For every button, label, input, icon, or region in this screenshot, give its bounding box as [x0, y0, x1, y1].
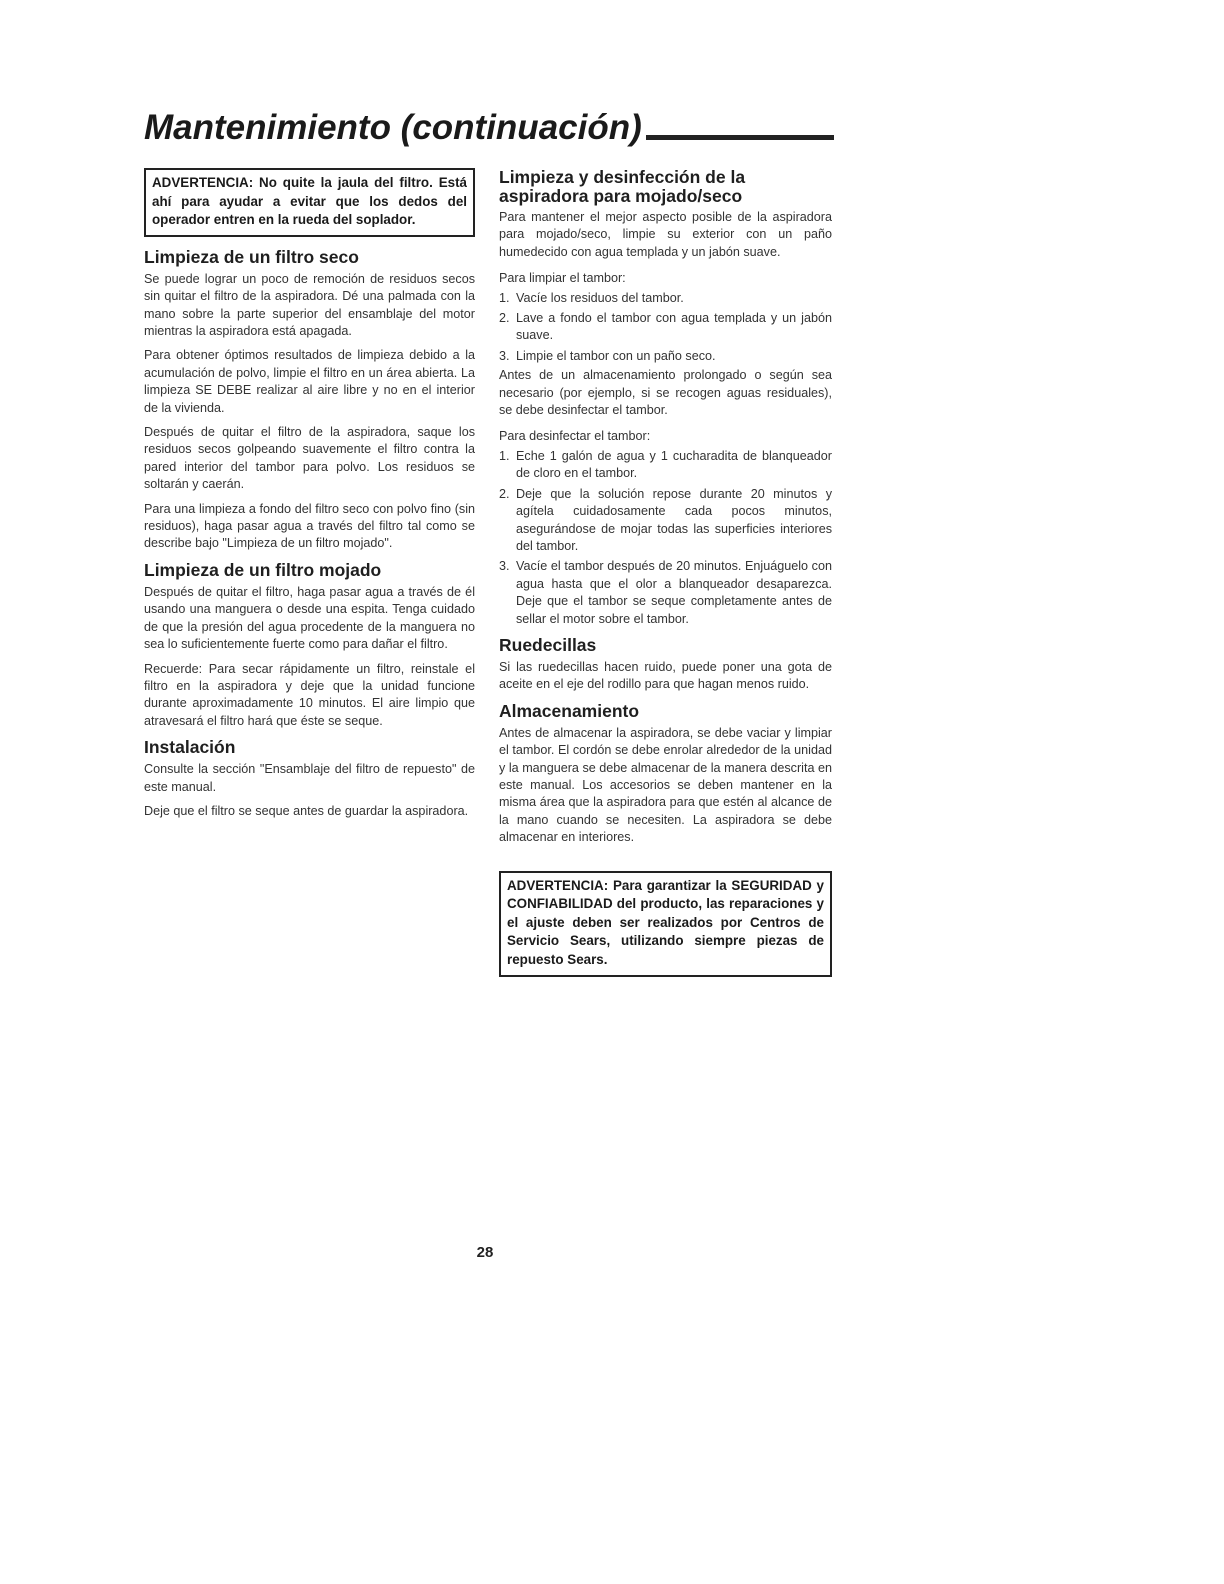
paragraph: Después de quitar el filtro de la aspiradora, saque los residuos secos golpeando suavemente el filtro contra la pared interior del tambor para polvo. Los residuos se soltarán y caerán. [144, 425, 475, 492]
title-rule [646, 135, 834, 140]
paragraph: Para una limpieza a fondo del filtro seco con polvo fino (sin residuos), haga pasar agua a través del filtro tal como se describe bajo "Limpieza de un filtro mojado". [144, 501, 475, 551]
paragraph: Antes de almacenar la aspiradora, se debe vaciar y limpiar el tambor. El cordón se debe enrolar alrededor de la unidad y la manguera se debe almacenar de la manera descrita en este manual. Los accesorios se deben mantener en la misma área que la aspiradora para que estén al alcance de la mano cuando se necesiten. La aspiradora se debe almacenar en interiores. [499, 725, 832, 845]
right-column [499, 168, 832, 977]
list-item: 1. Vacíe los residuos del tambor. [499, 290, 684, 305]
heading-casters: Ruedecillas [499, 634, 597, 655]
disinfect-steps-list [499, 448, 832, 628]
warning-box-safety: ADVERTENCIA: Para garantizar la SEGURIDAD y CONFIABILIDAD del producto, las reparaciones y el ajuste deben ser realizados por Centros de Servicio Sears, utilizando siempre piezas de repuesto Sears. [499, 871, 832, 977]
warning-box-filter-cage: ADVERTENCIA: No quite la jaula del filtro. Está ahí para ayudar a evitar que los dedos del operador entren en la rueda del soplador. [144, 168, 475, 237]
list-item: 2. Deje que la solución repose durante 20 minutos y agítela cuidadosamente cada pocos minutos, asegurándose de mojar todas las superficies interiores del tambor. [499, 486, 832, 553]
heading-wet-filter: Limpieza de un filtro mojado [144, 559, 382, 580]
paragraph: Después de quitar el filtro, haga pasar agua a través de él usando una manguera o desde una espita. Tenga cuidado de que la presión del agua procedente de la manguera no sea lo suficientemente fuerte como para dañar el filtro. [144, 584, 475, 652]
heading-storage: Almacenamiento [499, 700, 640, 721]
page-title [144, 108, 834, 148]
page-number: 28 [476, 1244, 494, 1261]
heading-install: Instalación [144, 737, 236, 758]
clean-steps-list [499, 290, 832, 366]
left-column [144, 168, 475, 820]
list-item: 2. Lave a fondo el tambor con agua templada y un jabón suave. [499, 311, 832, 343]
paragraph: Se puede lograr un poco de remoción de residuos secos sin quitar el filtro de la aspiradora. Dé una palmada con la mano sobre la parte superior del ensamblaje del motor mientras la aspiradora está apagada. [144, 271, 475, 338]
heading-dry-filter: Limpieza de un filtro seco [144, 246, 359, 267]
paragraph: Para mantener el mejor aspecto posible de la aspiradora para mojado/seco, limpie su exterior con un paño humedecido con agua templada y un jabón suave. [499, 210, 832, 259]
paragraph: Para desinfectar el tambor: [499, 429, 651, 444]
paragraph: Antes de un almacenamiento prolongado o según sea necesario (por ejemplo, si se recogen aguas residuales), se debe desinfectar el tambor. [499, 368, 832, 418]
paragraph: Consulte la sección "Ensamblaje del filtro de repuesto" de este manual. [144, 762, 475, 794]
heading-clean-disinfect: Limpieza y desinfección de la aspiradora para mojado/seco [499, 167, 746, 206]
paragraph: Para obtener óptimos resultados de limpieza debido a la acumulación de polvo, limpie el filtro en un área abierta. La limpieza SE DEBE realizar al aire libre y no en el interior de la vivienda. [144, 348, 475, 415]
paragraph: Recuerde: Para secar rápidamente un filtro, reinstale el filtro en la aspiradora y deje que la unidad funcione durante aproximadamente 10 minutos. El aire limpio que atravesará el filtro hará que éste se seque. [144, 661, 475, 728]
paragraph: Deje que el filtro se seque antes de guardar la aspiradora. [144, 803, 469, 818]
list-item: 1. Eche 1 galón de agua y 1 cucharadita de blanqueador de cloro en el tambor. [499, 448, 832, 481]
list-item: 3. Vacíe el tambor después de 20 minutos. Enjuáguelo con agua hasta que el olor a blanqueador desaparezca. Deje que el tambor se seque completamente antes de sellar el motor sobre el tambor. [499, 559, 832, 626]
paragraph: Para limpiar el tambor: [499, 271, 626, 286]
list-item: 3. Limpie el tambor con un paño seco. [499, 348, 716, 363]
paragraph: Si las ruedecillas hacen ruido, puede poner una gota de aceite en el eje del rodillo para que hagan menos ruido. [499, 659, 832, 692]
page-title-text: Mantenimiento (continuación) [144, 108, 642, 147]
